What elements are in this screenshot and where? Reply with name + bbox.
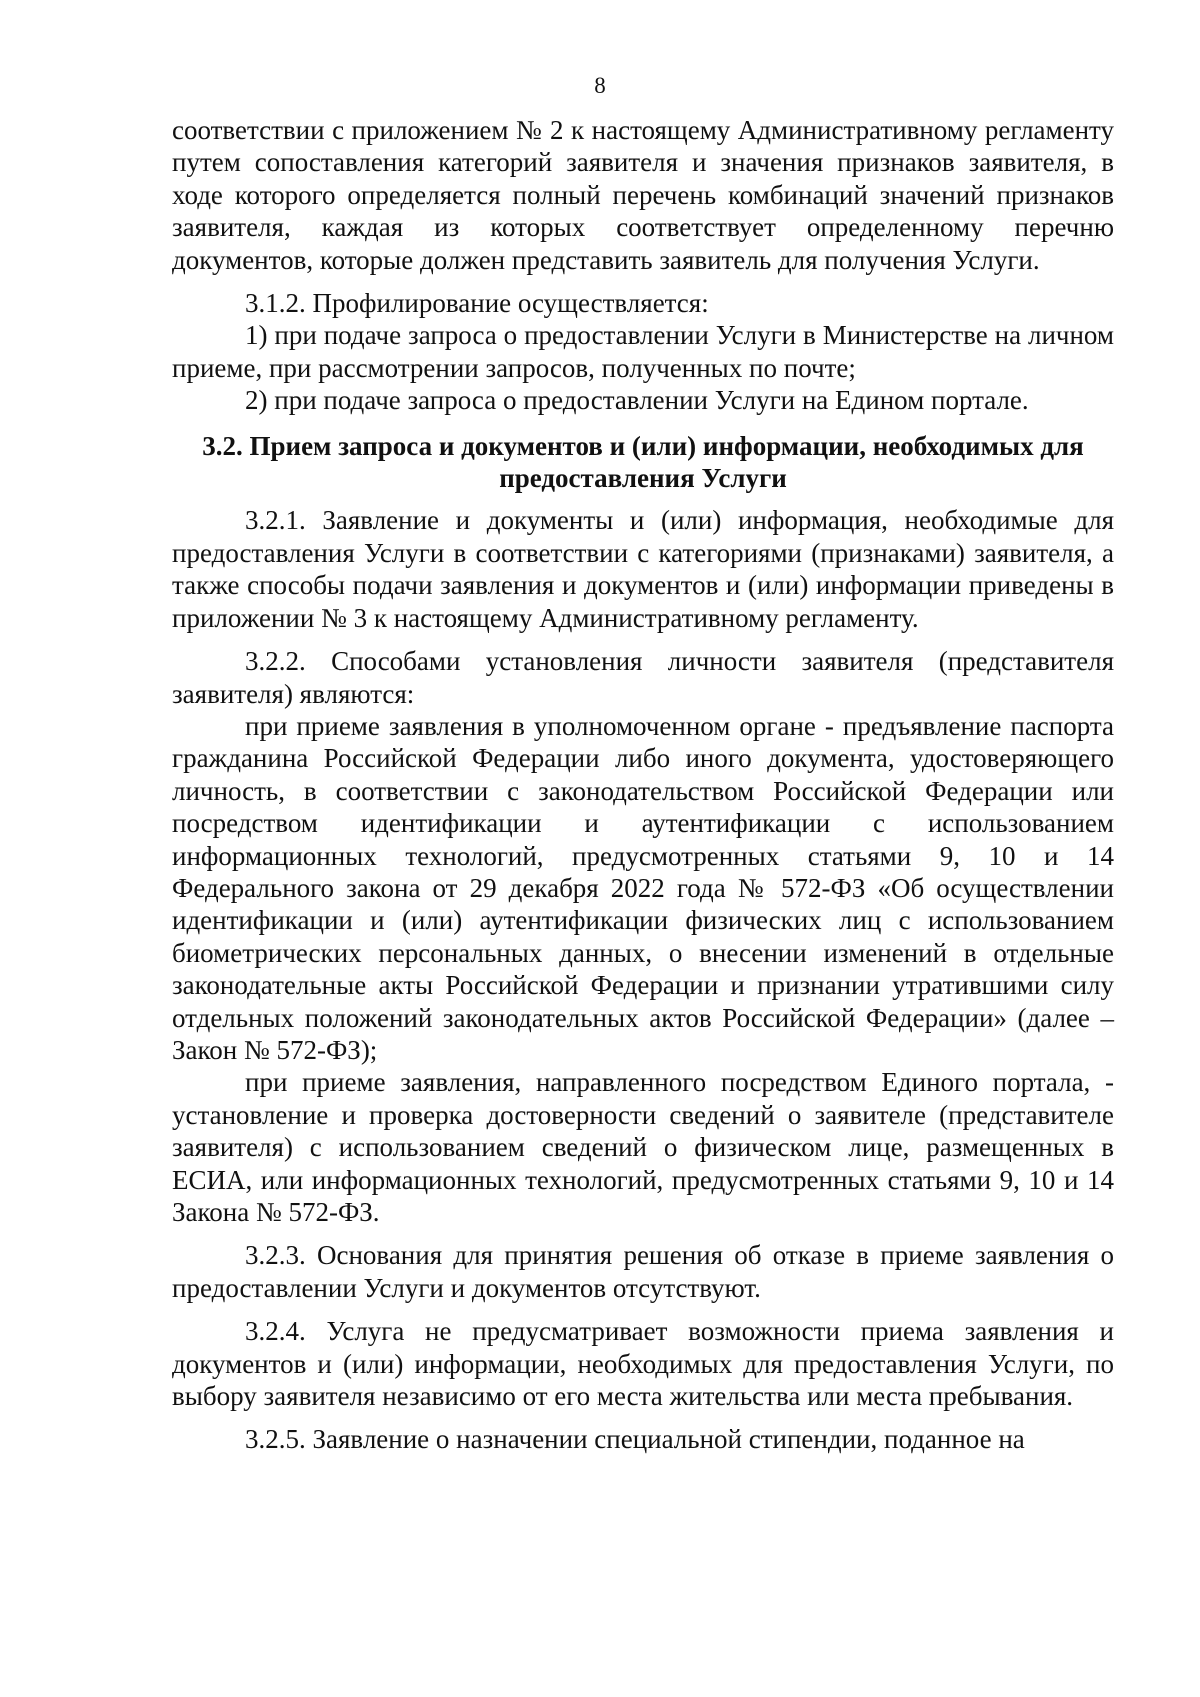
paragraph-3-2-2: 3.2.2. Способами установления личности заявителя (представителя заявителя) являются: bbox=[172, 646, 1114, 709]
document-body bbox=[172, 114, 1114, 1456]
paragraph-3-1-2: 3.1.2. Профилирование осуществляется: bbox=[245, 288, 709, 319]
page-number: 8 bbox=[594, 73, 606, 98]
paragraph-identification-in-person: при приеме заявления в уполномоченном органе - предъявление паспорта гражданина Российской Федерации либо иного документа, удостоверяющего личность, в соответствии с законодательством Российской Федерации или посредством идентификации и аутентификации с использованием информационных технологий, предусмотренных статьями 9, 10 и 14 Федерального закона от 29 декабря 2022 года № 572-ФЗ «Об осуществлении идентификации и (или) аутентификации физических лиц с использованием биометрических персональных данных, о внесении изменений в отдельные законодательные акты Российской Федерации и признании утратившими силу отдельных положений законодательных актов Российской Федерации» (далее – Закон № 572-ФЗ); bbox=[172, 710, 1114, 1065]
paragraph-identification-portal: при приеме заявления, направленного посредством Единого портала, - установление и проверка достоверности сведений о заявителе (представителе заявителя) с использованием сведений о физическом лице, размещенных в ЕСИА, или информационных технологий, предусмотренных статьями 9, 10 и 14 Закона № 572-ФЗ. bbox=[172, 1067, 1114, 1227]
paragraph-continuation: соответствии с приложением № 2 к настоящему Административному регламенту путем сопоставления категорий заявителя и значения признаков заявителя, в ходе которого определяется полный перечень комбинаций значений признаков заявителя, каждая из которых соответствует определенному перечню документов, которые должен представить заявитель для получения Услуги. bbox=[172, 115, 1114, 275]
list-item-2: 2) при подаче запроса о предоставлении Услуги на Едином портале. bbox=[245, 385, 1029, 416]
list-item-1: 1) при подаче запроса о предоставлении Услуги в Министерстве на личном приеме, при рассмотрении запросов, полученных по почте; bbox=[172, 320, 1114, 383]
paragraph-3-2-1: 3.2.1. Заявление и документы и (или) информация, необходимые для предоставления Услуги в соответствии с категориями (признаками) заявителя, а также способы подачи заявления и документов и (или) информации приведены в приложении № 3 к настоящему Административному регламенту. bbox=[172, 505, 1114, 633]
paragraph-3-2-5: 3.2.5. Заявление о назначении специальной стипендии, поданное на bbox=[245, 1424, 1025, 1455]
paragraph-3-2-4: 3.2.4. Услуга не предусматривает возможности приема заявления и документов и (или) информации, необходимых для предоставления Услуги, по выбору заявителя независимо от его места жительства или места пребывания. bbox=[172, 1316, 1114, 1412]
section-heading-3-2: 3.2. Прием запроса и документов и (или) информации, необходимых для предоставления Услуги bbox=[202, 430, 1084, 494]
paragraph-3-2-3: 3.2.3. Основания для принятия решения об отказе в приеме заявления о предоставлении Услуги и документов отсутствуют. bbox=[172, 1240, 1114, 1303]
